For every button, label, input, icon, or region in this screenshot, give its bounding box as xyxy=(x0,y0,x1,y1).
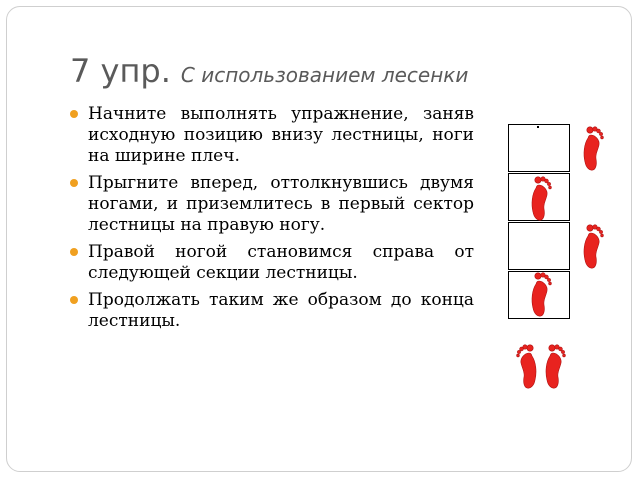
bullet-text: Правой ногой становимся справа от следующей секции лестницы. xyxy=(88,242,474,283)
bullet-item xyxy=(70,290,474,332)
bullet-marker-icon xyxy=(70,296,78,304)
bullet-text: Начните выполнять упражнение, заняв исходную позицию внизу лестницы, ноги на ширине плеч. xyxy=(88,104,474,166)
bullet-marker-icon xyxy=(70,110,78,118)
footprint-icon xyxy=(580,124,606,172)
bullet-item xyxy=(70,104,474,167)
footprint-icon xyxy=(542,342,568,390)
bullet-list xyxy=(70,104,474,338)
ladder-cell xyxy=(508,222,570,270)
ladder-mark xyxy=(537,126,539,128)
footprint-icon xyxy=(514,342,540,390)
bullet-marker-icon xyxy=(70,248,78,256)
footprint-icon xyxy=(580,222,606,270)
bullet-item xyxy=(70,242,474,284)
title-subtitle: С использованием лесенки xyxy=(180,63,469,87)
title-main: 7 упр. xyxy=(70,52,171,90)
footprint-icon xyxy=(528,270,554,318)
bullet-marker-icon xyxy=(70,179,78,187)
bullet-text: Продолжать таким же образом до конца лестницы. xyxy=(88,290,474,331)
footprint-icon xyxy=(528,174,554,222)
bullet-text: Прыгните вперед, оттолкнувшись двумя ногами, и приземлитесь в первый сектор лестницы на правую ногу. xyxy=(88,173,474,235)
slide-title xyxy=(70,52,468,90)
ladder-cell xyxy=(508,124,570,172)
bullet-item xyxy=(70,173,474,236)
